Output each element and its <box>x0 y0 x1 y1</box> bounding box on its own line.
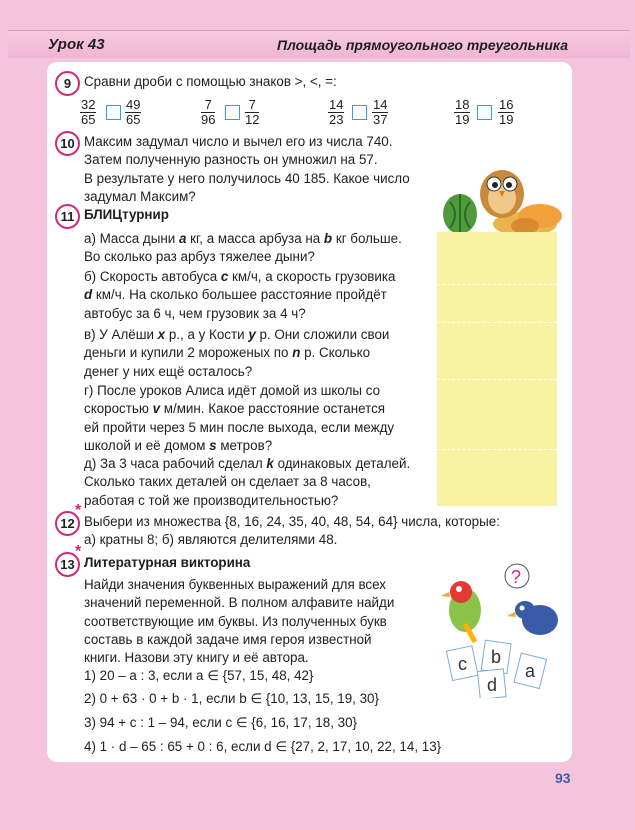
fraction: $\frac{14}{37}$ <box>373 97 388 127</box>
fraction: $\frac{7}{96}$ <box>201 97 216 127</box>
task-11-c: в) У Алёши x р., а у Кости y р. Они сложили свои деньги и купили 2 мороженых по n р. Сколько денег у них ещё осталось? <box>84 327 390 379</box>
question-mark: ? <box>511 567 522 587</box>
task-11-title: БЛИЦтурнир <box>84 207 169 222</box>
task-13-item-2: 2) 0 + 63 · 0 + b · 1, если b ∈ {10, 13, 15, 19, 30} <box>84 691 379 706</box>
fraction: $\frac{32}{65}$ <box>81 97 96 127</box>
owl-fruit-illustration <box>440 164 565 236</box>
task-11-number: 11 <box>55 204 80 229</box>
lesson-number: Урок 43 <box>48 36 105 53</box>
task-11-b: б) Скорость автобуса c км/ч, а скорость грузовика d км/ч. На сколько большее расстояние пройдёт автобус за 6 ч, чем грузовик за 4 ч? <box>84 269 396 321</box>
card-letter: a <box>525 661 536 681</box>
card-letter: c <box>458 654 467 674</box>
task-13-item-4: 4) 1 · d – 65 : 65 + 0 : 6, если d ∈ {27, 2, 17, 10, 22, 14, 13} <box>84 739 442 754</box>
task-13-text: Найди значения буквенных выражений для всех значений переменной. В полном алфавите найди соответствующие им буквы. Из полученных букв составь в каждой задаче имя героя известной книги. Назови эту книгу и её автора. <box>84 577 395 666</box>
task-13-title: Литературная викторина <box>84 555 251 570</box>
compare-box[interactable] <box>352 105 367 120</box>
fraction: $\frac{14}{23}$ <box>329 97 344 127</box>
task-13-item-3: 3) 94 + c : 1 – 94, если c ∈ {6, 16, 17, 18, 30} <box>84 715 357 730</box>
birds-cards-illustration <box>435 562 567 698</box>
star-icon: * <box>75 543 82 560</box>
task-10-text: Максим задумал число и вычел его из числа 740. Затем полученную разность он умножил на 57. В результате у него получилось 40 185. Какое число задумал Максим? <box>84 134 410 204</box>
divider <box>437 379 557 380</box>
lesson-header <box>8 30 630 58</box>
task-11-e: д) За 3 часа рабочий сделал k одинаковых деталей. Сколько таких деталей он сделает за 8 часов, работая с той же производительностью? <box>84 456 411 508</box>
task-13-number: 13 <box>55 552 80 577</box>
divider <box>437 449 557 450</box>
page-number: 93 <box>555 770 571 786</box>
card-letter: b <box>491 647 502 667</box>
compare-box[interactable] <box>106 105 121 120</box>
textbook-page <box>47 62 572 762</box>
fraction: $\frac{18}{19}$ <box>455 97 470 127</box>
fraction: $\frac{49}{65}$ <box>126 97 141 127</box>
answer-area[interactable] <box>437 232 557 506</box>
task-9-number: 9 <box>55 71 80 96</box>
task-12-number: 12 <box>55 511 80 536</box>
task-9-text: Сравни дроби с помощью знаков >, <, =: <box>84 74 337 89</box>
divider <box>437 322 557 323</box>
fraction: $\frac{7}{12}$ <box>245 97 260 127</box>
task-11-a: а) Масса дыни a кг, а масса арбуза на b кг больше. Во сколько раз арбуз тяжелее дыни? <box>84 231 402 265</box>
compare-box[interactable] <box>225 105 240 120</box>
star-icon: * <box>75 502 82 519</box>
task-12-text: Выбери из множества {8, 16, 24, 35, 40, 48, 54, 64} числа, которые: а) кратны 8; б) являются делителями 48. <box>84 514 500 548</box>
card-letter: d <box>487 675 498 695</box>
lesson-topic: Площадь прямоугольного треугольника <box>277 37 568 53</box>
task-11-d: г) После уроков Алиса идёт домой из школы со скоростью v м/мин. Какое расстояние останется ей пройти через 5 мин после выхода, если между школой и её домом s метров? <box>84 383 395 453</box>
compare-box[interactable] <box>477 105 492 120</box>
fraction: $\frac{16}{19}$ <box>499 97 514 127</box>
task-10-number: 10 <box>55 131 80 156</box>
divider <box>437 284 557 285</box>
task-13-item-1: 1) 20 – a : 3, если a ∈ {57, 15, 48, 42} <box>84 668 314 683</box>
